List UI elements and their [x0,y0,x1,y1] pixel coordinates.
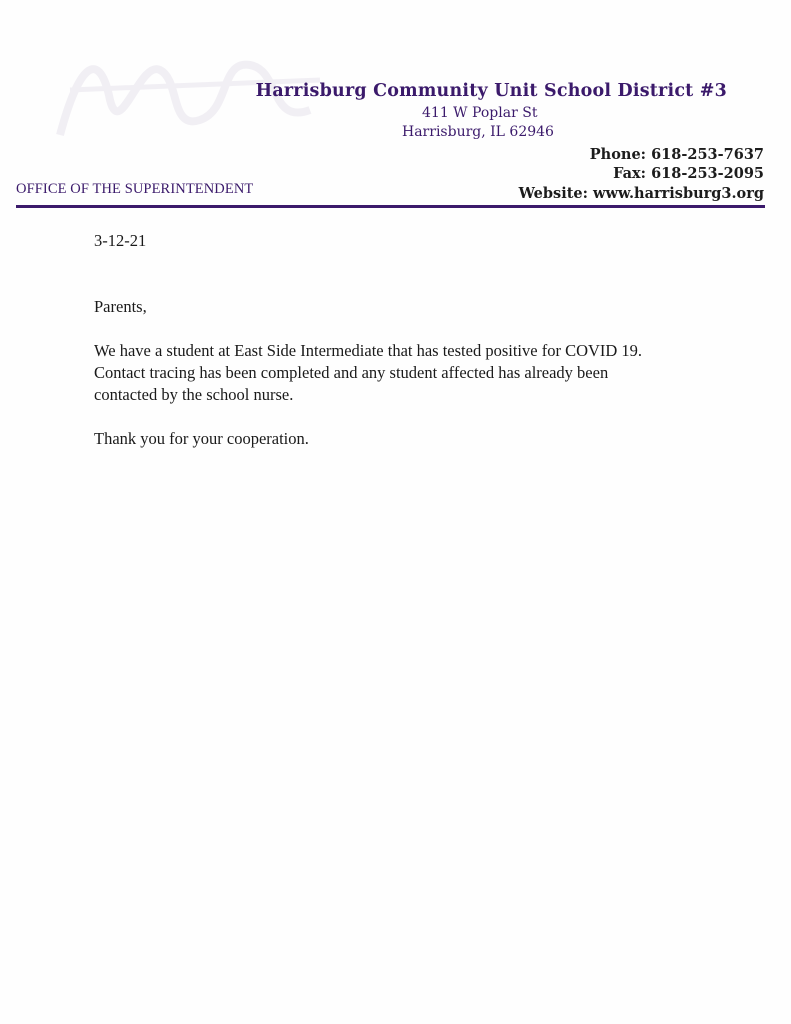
letter-body [94,230,774,450]
district-fax: Fax: 618-253-2095 [613,165,764,182]
letter-body-line: Contact tracing has been completed and any student affected has already been [94,363,609,382]
letter-salutation: Parents, [94,297,147,316]
district-website: Website: www.harrisburg3.org [518,185,764,202]
district-name: Harrisburg Community Unit School District #3 [255,81,727,101]
district-street-address: 411 W Poplar St [422,105,538,121]
letter-closing: Thank you for your cooperation. [94,429,309,448]
district-city-address: Harrisburg, IL 62946 [402,124,554,140]
letter-body-line: contacted by the school nurse. [94,385,294,404]
letterhead-divider [16,205,765,208]
office-title: OFFICE OF THE SUPERINTENDENT [16,181,254,197]
district-phone: Phone: 618-253-7637 [589,146,764,163]
letter-body-line: We have a student at East Side Intermediate that has tested positive for COVID 19. [94,341,643,360]
letter-date: 3-12-21 [94,231,147,250]
